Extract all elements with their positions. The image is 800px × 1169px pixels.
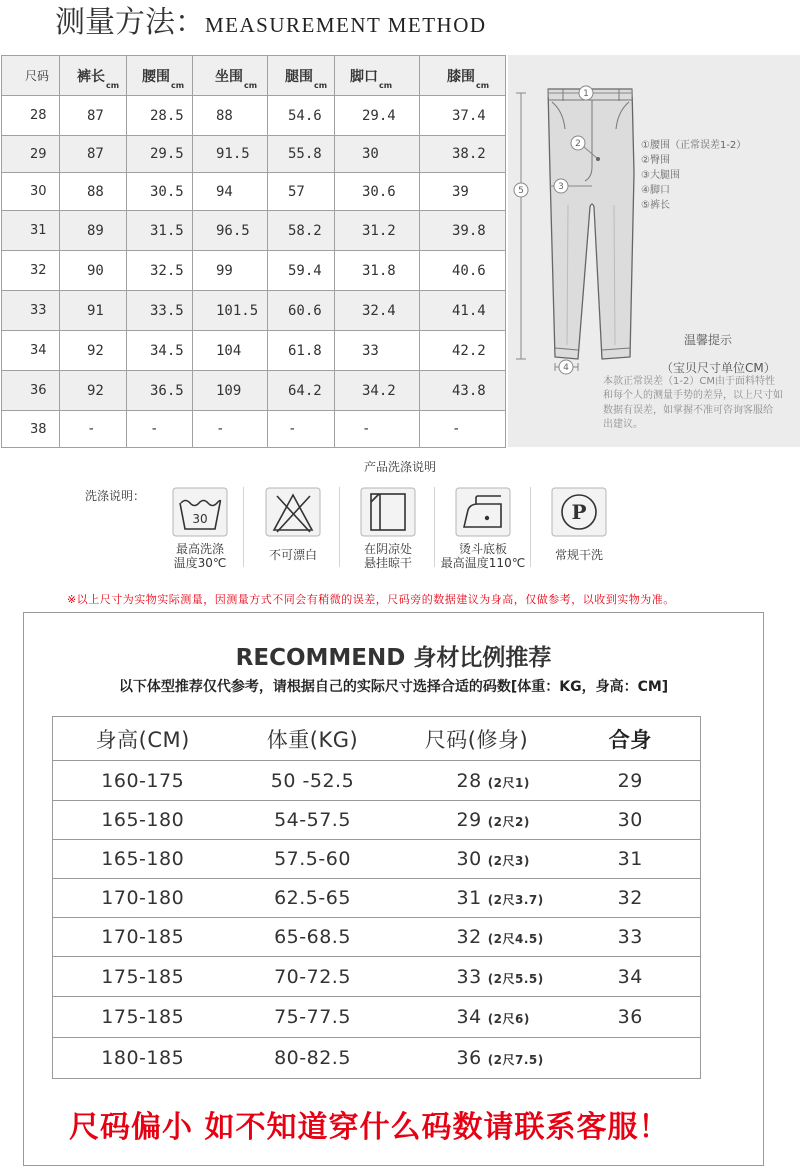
measurement-legend	[641, 138, 746, 213]
care-text-line: 温度30℃	[173, 556, 227, 570]
marker-label: 2	[575, 139, 581, 149]
recommend-row	[53, 957, 701, 997]
size-table-header-cell	[2, 56, 60, 96]
recommend-row	[53, 918, 701, 957]
column-label: 裤长	[77, 68, 105, 85]
measurement-cell: 92	[60, 371, 127, 411]
recommend-row	[53, 1038, 701, 1079]
dry-in-shade-icon	[360, 487, 416, 537]
size-note: (2尺5.5)	[487, 971, 544, 986]
measurement-cell: 88	[193, 96, 268, 136]
measurement-cell: 89	[60, 211, 127, 251]
care-text	[435, 542, 531, 570]
legend-item: ②臀围	[641, 155, 670, 166]
tip-text	[603, 375, 783, 432]
measurement-cell: -	[193, 411, 268, 448]
size-table-header-cell	[420, 56, 506, 96]
measurement-cell: 64.2	[268, 371, 335, 411]
size-note: (2尺3.7)	[487, 893, 544, 907]
measurement-cell: 29.4	[335, 96, 420, 136]
height-cell: 160-175	[53, 761, 233, 801]
size-value: 36	[456, 1047, 482, 1069]
marker-label: 3	[558, 182, 564, 192]
measurement-cell: 31.8	[335, 251, 420, 291]
height-cell: 165-180	[53, 840, 233, 879]
measurement-cell: 30	[335, 136, 420, 173]
weight-cell: 75-77.5	[233, 997, 393, 1038]
size-label-cell: 38	[2, 411, 60, 448]
measurement-cell: 31.2	[335, 211, 420, 251]
measurement-cell: 91	[60, 291, 127, 331]
measurement-cell: 32.4	[335, 291, 420, 331]
recommend-table-head	[53, 717, 701, 761]
recommend-header-row	[53, 717, 701, 761]
column-unit: cm	[106, 80, 120, 90]
size-label-cell: 36	[2, 371, 60, 411]
iron-icon	[455, 487, 511, 537]
size-note: (2尺1)	[487, 775, 530, 790]
column-label: 膝围	[447, 68, 475, 85]
measurement-cell: 90	[60, 251, 127, 291]
no-bleach-icon	[265, 487, 321, 537]
measurement-cell: 38.2	[420, 136, 506, 173]
weight-cell: 54-57.5	[233, 801, 393, 840]
size-cell	[393, 761, 561, 801]
size-cell	[393, 1038, 561, 1079]
measurement-cell: 54.6	[268, 96, 335, 136]
size-table-row	[2, 96, 506, 136]
size-label-cell: 30	[2, 173, 60, 211]
measurement-cell: 36.5	[127, 371, 193, 411]
recommend-row	[53, 761, 701, 801]
size-table-row	[2, 291, 506, 331]
size-table-header-cell	[268, 56, 335, 96]
measurement-method-title	[55, 2, 487, 44]
height-cell: 175-185	[53, 957, 233, 997]
measurement-cell: 57	[268, 173, 335, 211]
recommend-header-cell: 体重(KG)	[233, 717, 393, 761]
column-unit: cm	[379, 80, 393, 90]
measurement-cell: 101.5	[193, 291, 268, 331]
size-table-row	[2, 251, 506, 291]
marker-5	[514, 183, 528, 197]
recommend-title: RECOMMEND 身材比例推荐	[235, 645, 552, 671]
measurement-cell: 42.2	[420, 331, 506, 371]
weight-cell: 57.5-60	[233, 840, 393, 879]
measurement-cell: 91.5	[193, 136, 268, 173]
tip-line: 数据有误差，如掌握不准可咨询客服给	[603, 404, 773, 416]
size-label-cell: 29	[2, 136, 60, 173]
care-label: 洗涤说明：	[85, 489, 146, 503]
tip-title: 温馨提示	[684, 333, 733, 347]
tip-line: 出建议。	[603, 418, 643, 430]
measurement-cell: 55.8	[268, 136, 335, 173]
care-text-line: 悬挂晾干	[363, 556, 412, 570]
weight-cell: 80-82.5	[233, 1038, 393, 1079]
recommend-table-body	[53, 761, 701, 1079]
size-table-row	[2, 173, 506, 211]
recommend-row	[53, 997, 701, 1038]
tip-line: 本款正常误差（1-2）CM由于面料特性	[603, 376, 775, 387]
hip-point	[596, 157, 600, 161]
size-note: (2尺4.5)	[487, 932, 544, 946]
column-unit: cm	[171, 80, 185, 90]
size-table-row	[2, 371, 506, 411]
size-table-head	[2, 56, 506, 96]
height-cell: 165-180	[53, 801, 233, 840]
fit-cell: 33	[561, 918, 701, 957]
measurement-cell: 59.4	[268, 251, 335, 291]
measurement-cell: 92	[60, 331, 127, 371]
measurement-cell: 94	[193, 173, 268, 211]
measurement-cell: 33	[335, 331, 420, 371]
marker-4	[559, 360, 573, 374]
size-note: (2尺3)	[487, 854, 530, 868]
column-unit: cm	[244, 80, 258, 90]
height-cell: 175-185	[53, 997, 233, 1038]
hand-wash-30-icon	[172, 487, 228, 537]
size-table-header-cell	[127, 56, 193, 96]
height-cell: 180-185	[53, 1038, 233, 1079]
measurement-cell: 41.4	[420, 291, 506, 331]
measurement-cell: 32.5	[127, 251, 193, 291]
column-label: 脚口	[350, 68, 378, 85]
size-note: (2尺2)	[487, 815, 530, 829]
size-table-row	[2, 331, 506, 371]
measurement-cell: 39	[420, 173, 506, 211]
fit-cell	[561, 1038, 701, 1079]
size-table-row	[2, 136, 506, 173]
care-text	[531, 548, 627, 562]
weight-cell: 65-68.5	[233, 918, 393, 957]
measurement-cell: 58.2	[268, 211, 335, 251]
height-cell: 170-185	[53, 918, 233, 957]
care-text	[152, 542, 248, 570]
measurement-cell: 30.5	[127, 173, 193, 211]
care-text-line: 最高温度110℃	[440, 556, 526, 570]
size-cell	[393, 879, 561, 918]
care-item	[440, 487, 526, 570]
size-value: 31	[456, 887, 482, 909]
dry-clean-letter: P	[571, 500, 587, 524]
marker-2	[571, 136, 585, 150]
measurement-cell: 43.8	[420, 371, 506, 411]
size-label-cell: 28	[2, 96, 60, 136]
size-table-header-cell	[60, 56, 127, 96]
marker-label: 5	[518, 186, 524, 196]
size-table-body	[2, 96, 506, 448]
title-chinese: 测量方法：	[55, 5, 205, 40]
column-label: 坐围	[215, 68, 243, 85]
weight-cell: 70-72.5	[233, 957, 393, 997]
marker-1	[579, 86, 593, 100]
measurement-cell: -	[335, 411, 420, 448]
size-cell	[393, 801, 561, 840]
measurement-cell: 99	[193, 251, 268, 291]
care-text	[340, 542, 436, 570]
weight-cell: 62.5-65	[233, 879, 393, 918]
dry-clean-icon	[551, 487, 607, 537]
size-value: 29	[456, 809, 482, 831]
marker-3	[554, 179, 568, 193]
measurement-cell: 34.5	[127, 331, 193, 371]
fit-cell: 31	[561, 840, 701, 879]
care-text-line: 烫斗底板	[458, 542, 507, 556]
column-unit: cm	[476, 80, 490, 90]
marker-label: 4	[563, 363, 569, 373]
wash-temp-text: 30	[192, 512, 208, 526]
recommend-row	[53, 801, 701, 840]
size-value: 32	[456, 926, 482, 948]
tip-unit: （宝贝尺寸单位CM）	[661, 361, 776, 375]
recommend-header-cell: 尺码(修身)	[393, 717, 561, 761]
size-note: (2尺7.5)	[487, 1053, 544, 1067]
size-value: 28	[456, 769, 482, 792]
recommend-panel	[23, 612, 764, 1166]
size-table	[1, 55, 506, 448]
measurement-cell: 96.5	[193, 211, 268, 251]
measurement-cell: 88	[60, 173, 127, 211]
measurement-cell: 31.5	[127, 211, 193, 251]
size-table-header-cell	[335, 56, 420, 96]
recommend-row	[53, 879, 701, 918]
care-text-line: 最高洗涤	[175, 542, 224, 556]
weight-cell: 50 -52.5	[233, 761, 393, 801]
care-item	[265, 487, 321, 567]
measurement-cell: 40.6	[420, 251, 506, 291]
legend-item: ⑤裤长	[641, 200, 670, 211]
measurement-cell: 39.8	[420, 211, 506, 251]
size-cell	[393, 957, 561, 997]
measurement-cell: -	[60, 411, 127, 448]
fit-cell: 29	[561, 761, 701, 801]
recommend-subtitle: 以下体型推荐仅代参考，请根据自己的实际尺寸选择合适的码数[体重：KG，身高：CM]	[118, 679, 669, 695]
size-cell	[393, 840, 561, 879]
column-unit: cm	[314, 80, 328, 90]
marker-label: 1	[583, 89, 589, 99]
size-label-cell: 34	[2, 331, 60, 371]
measurement-cell: 60.6	[268, 291, 335, 331]
fit-cell: 32	[561, 879, 701, 918]
measurement-cell: 104	[193, 331, 268, 371]
column-label: 腿围	[285, 68, 313, 85]
legend-item: ③大腿围	[641, 170, 680, 181]
pants-outline	[548, 89, 634, 359]
recommend-header-cell: 合身	[561, 717, 701, 761]
measurement-cell: -	[127, 411, 193, 448]
column-label: 腰围	[142, 68, 170, 85]
fit-cell: 36	[561, 997, 701, 1038]
measurement-cell: 37.4	[420, 96, 506, 136]
care-item	[172, 487, 228, 570]
care-title: 产品洗涤说明	[364, 460, 437, 474]
size-value: 33	[456, 965, 482, 988]
legend-item: ①腰围（正常误差1-2）	[641, 140, 747, 151]
height-cell: 170-180	[53, 879, 233, 918]
size-warning: 尺码偏小 如不知道穿什么码数请联系客服！	[69, 1110, 670, 1145]
column-label: 尺码	[25, 69, 50, 83]
measurement-cell: 34.2	[335, 371, 420, 411]
measurement-cell: 87	[60, 136, 127, 173]
size-table-header-row	[2, 56, 506, 96]
care-text	[245, 548, 341, 562]
care-text-line: 不可漂白	[268, 548, 317, 562]
size-table-row	[2, 211, 506, 251]
size-label-cell: 31	[2, 211, 60, 251]
legend-item: ④脚口	[641, 185, 670, 196]
recommend-header-cell: 身高(CM)	[53, 717, 233, 761]
size-label-cell: 33	[2, 291, 60, 331]
care-item	[551, 487, 607, 567]
care-text-line: 常规干洗	[554, 548, 603, 562]
measurement-cell: 29.5	[127, 136, 193, 173]
pants-diagram-panel	[508, 55, 800, 447]
size-value: 30	[456, 848, 482, 870]
size-label-cell: 32	[2, 251, 60, 291]
measurement-cell: 87	[60, 96, 127, 136]
care-text-line: 在阴凉处	[363, 542, 412, 556]
fit-cell: 30	[561, 801, 701, 840]
measurement-cell: 30.6	[335, 173, 420, 211]
fit-cell: 34	[561, 957, 701, 997]
size-note: (2尺6)	[487, 1012, 530, 1026]
size-table-header-cell	[193, 56, 268, 96]
recommend-table	[52, 716, 701, 1079]
tip-line: 和每个人的测量手势的差异，以上尺寸如	[603, 390, 783, 402]
size-value: 34	[456, 1006, 482, 1028]
measurement-cell: 61.8	[268, 331, 335, 371]
title-english: MEASUREMENT METHOD	[205, 13, 487, 37]
size-cell	[393, 918, 561, 957]
measurement-cell: 28.5	[127, 96, 193, 136]
recommend-row	[53, 840, 701, 879]
measurement-cell: -	[268, 411, 335, 448]
size-table-row	[2, 411, 506, 448]
measurement-cell: 109	[193, 371, 268, 411]
measurement-cell: 33.5	[127, 291, 193, 331]
size-cell	[393, 997, 561, 1038]
measurement-cell: -	[420, 411, 506, 448]
measurement-note: ※以上尺寸为实物实际测量，因测量方式不同会有稍微的误差，尺码旁的数据建议为身高，仅做参考，以收到实物为准。	[67, 593, 675, 606]
care-item	[360, 487, 416, 570]
